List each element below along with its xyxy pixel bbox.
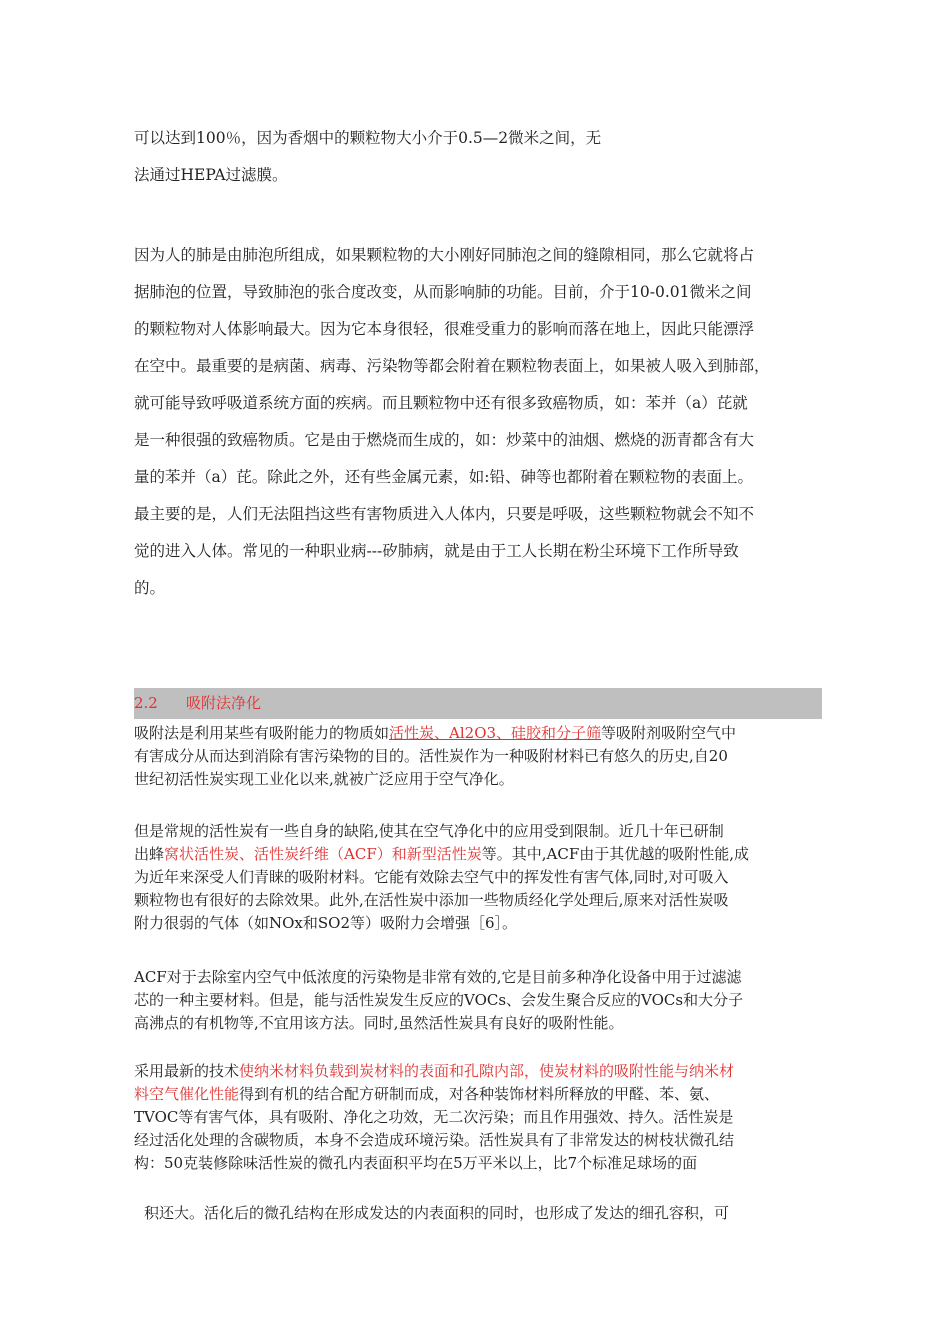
text-line: 积还大。活化后的微孔结构在形成发达的内表面积的同时，也形成了发达的细孔容积，可 [144,1204,730,1222]
text-line: 经过活化处理的含碳物质，本身不会造成环境污染。活性炭具有了非常发达的树枝状微孔结 [134,1131,735,1149]
text-line: ACF对于去除室内空气中低浓度的污染物是非常有效的,它是目前多种净化设备中用于过滤滤 [134,968,742,986]
section-heading [134,688,822,719]
text-line: 是一种很强的致癌物质。它是由于燃烧而生成的，如：炒菜中的油烟、燃烧的沥青都含有大 [134,431,755,449]
paragraph-activated-carbon [134,820,824,935]
highlight-text: 料空气催化性能 [134,1085,240,1103]
highlight-text: 窝状活性炭、活性炭纤维（ACF）和新型活性炭 [164,845,482,863]
text-line: 吸附法是利用某些有吸附能力的物质如活性炭、Al2O3、硅胶和分子筛等吸附剂吸附空气中 [134,724,737,742]
text-line: 有害成分从而达到消除有害污染物的目的。活性炭作为一种吸附材料已有悠久的历史,自20 [134,747,728,765]
paragraph-nano-continued [144,1202,834,1225]
text-line: 可以达到100％，因为香烟中的颗粒物大小介于0.5—2微米之间，无 [134,129,602,147]
text-line: 料空气催化性能得到有机的结合配方研制而成，对各种装饰材料所释放的甲醛、苯、氨、 [134,1085,720,1103]
text-line: 最主要的是，人们无法阻挡这些有害物质进入人体内，只要是呼吸，这些颗粒物就会不知不 [134,505,755,523]
text-line: 因为人的肺是由肺泡所组成，如果颗粒物的大小刚好同肺泡之间的缝隙相同，那么它就将占 [134,246,755,264]
text-line: 量的苯并（a）芘。除此之外，还有些金属元素，如:铅、砷等也都附着在颗粒物的表面上。 [134,468,753,486]
text-line: 出蜂窝状活性炭、活性炭纤维（ACF）和新型活性炭等。其中,ACF由于其优越的吸附性能,成 [134,845,750,863]
text-line: 的颗粒物对人体影响最大。因为它本身很轻，很难受重力的影响而落在地上，因此只能漂浮 [134,320,755,338]
text-line: 采用最新的技术使纳米材料负载到炭材料的表面和孔隙内部，使炭材料的吸附性能与纳米材 [134,1062,735,1080]
text-line: 在空中。最重要的是病菌、病毒、污染物等都会附着在颗粒物表面上，如果被人吸入到肺部， [134,357,770,375]
section-title: 吸附法净化 [186,694,262,712]
text-line: 觉的进入人体。常见的一种职业病---矽肺病，就是由于工人长期在粉尘环境下工作所导致 [134,542,739,560]
text-line: 法通过HEPA过滤膜。 [134,166,288,184]
text-line: 颗粒物也有很好的去除效果。此外,在活性炭中添加一些物质经化学处理后,原来对活性炭吸 [134,891,729,909]
paragraph-nano [134,1060,824,1175]
text-line: 构：50克装修除味活性炭的微孔内表面积平均在5万平米以上，比7个标准足球场的面 [134,1154,698,1172]
text-line: 世纪初活性炭实现工业化以来,就被广泛应用于空气净化。 [134,770,514,788]
text-line: 但是常规的活性炭有一些自身的缺陷,使其在空气净化中的应用受到限制。近几十年已研制 [134,822,724,840]
text-line: 为近年来深受人们青睐的吸附材料。它能有效除去空气中的挥发性有害气体,同时,对可吸入 [134,868,729,886]
text-line: 高沸点的有机物等,不宜用该方法。同时,虽然活性炭具有良好的吸附性能。 [134,1014,624,1032]
text-line: 芯的一种主要材料。但是，能与活性炭发生反应的VOCs、会发生聚合反应的VOCs和大分子 [134,991,744,1009]
text-line: 据肺泡的位置，导致肺泡的张合度改变，从而影响肺的功能。目前，介于10-0.01微米之间 [134,283,752,301]
paragraph-lung [134,237,834,607]
paragraph-acf [134,966,824,1035]
section-number: 2.2 [134,694,158,712]
paragraph-cigarette [134,120,834,194]
highlight-link[interactable]: 活性炭、Al2O3、硅胶和分子筛 [389,724,602,742]
paragraph-adsorption [134,722,824,791]
highlight-text: 使纳米材料负载到炭材料的表面和孔隙内部，使炭材料的吸附性能与纳米材 [239,1062,735,1080]
text-line: 附力很弱的气体（如NOx和SO2等）吸附力会增强［6］。 [134,914,518,932]
text-line: 就可能导致呼吸道系统方面的疾病。而且颗粒物中还有很多致癌物质，如：苯并（a）芘就 [134,394,748,412]
text-line: 的。 [134,579,166,597]
text-line: TVOC等有害气体，具有吸附、净化之功效，无二次污染；而且作用强效、持久。活性炭是 [134,1108,734,1126]
